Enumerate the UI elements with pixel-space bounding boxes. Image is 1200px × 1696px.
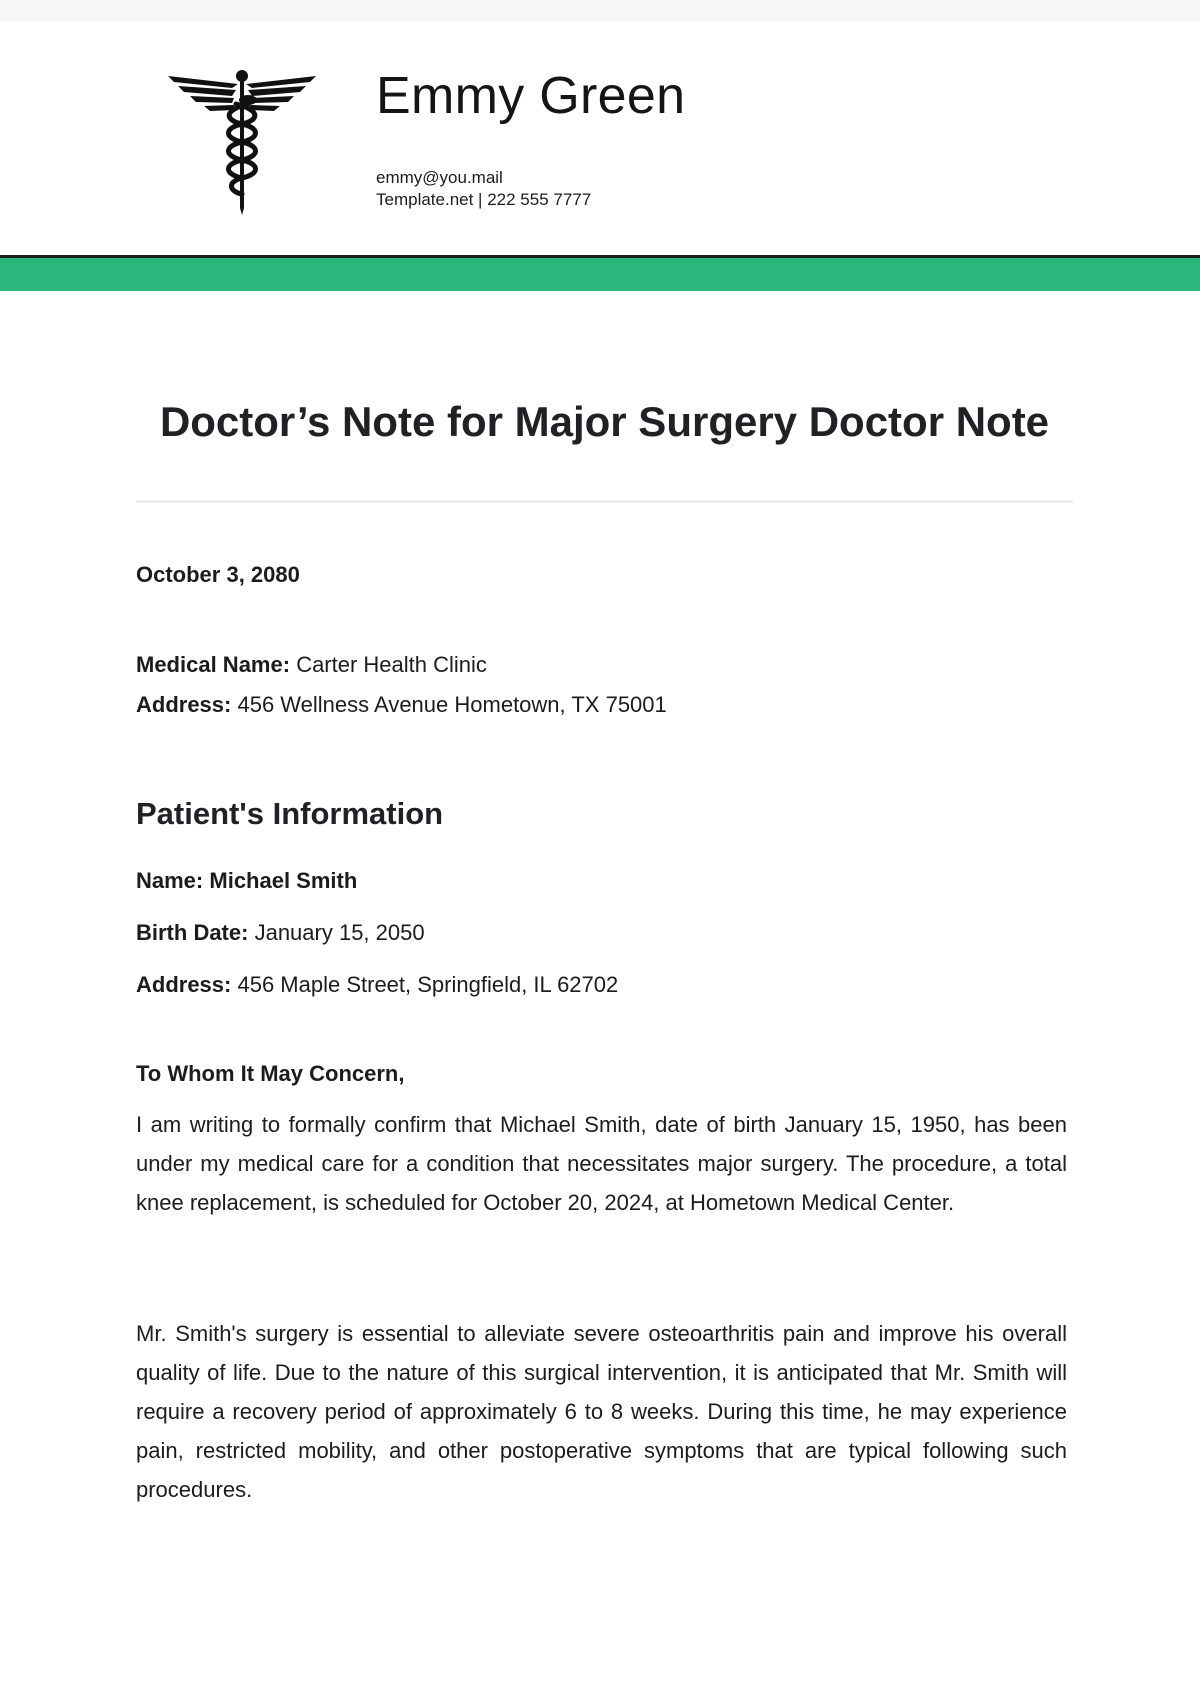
clinic-block xyxy=(136,645,1067,725)
body-paragraph-2: Mr. Smith's surgery is essential to alleviate severe osteoarthritis pain and improve his overall quality of life. Due to the nature of this surgical intervention, it is anticipated that Mr. Smith will require a recovery period of approximately 6 to 8 weeks. During this time, he may experience pain, restricted mobility, and other postoperative symptoms that are typical following such procedures. xyxy=(136,1321,1067,1502)
clinic-address-value: 456 Wellness Avenue Hometown, TX 75001 xyxy=(237,692,667,717)
header-rule-accent xyxy=(0,258,1200,291)
clinic-name-row xyxy=(136,645,1067,685)
document-title: Doctor’s Note for Major Surgery Doctor Note xyxy=(159,398,1050,445)
patient-address-value: 456 Maple Street, Springfield, IL 62702 xyxy=(237,972,619,997)
patient-name-value: Michael Smith xyxy=(209,868,358,893)
sender-site-phone: Template.net | 222 555 7777 xyxy=(376,190,592,209)
clinic-name-label: Medical Name: xyxy=(136,652,291,677)
patient-address-row xyxy=(136,965,1067,1005)
patient-name-row xyxy=(136,861,1067,901)
patient-name-label: Name: xyxy=(136,868,204,893)
salutation: To Whom It May Concern, xyxy=(136,1061,405,1086)
patient-birth-value: January 15, 2050 xyxy=(254,920,425,945)
sender-email: emmy@you.mail xyxy=(376,168,503,187)
patient-section-title: Patient's Information xyxy=(136,796,444,831)
document-date: October 3, 2080 xyxy=(136,562,300,587)
top-shade xyxy=(0,0,1200,22)
clinic-address-label: Address: xyxy=(136,692,232,717)
patient-block xyxy=(136,861,1067,1017)
title-divider xyxy=(136,500,1073,503)
sender-contact xyxy=(376,167,591,211)
clinic-address-row xyxy=(136,685,1067,725)
body-paragraph-1: I am writing to formally confirm that Michael Smith, date of birth January 15, 1950, has been under my medical care for a condition that necessitates major surgery. The procedure, a total knee replacement, is scheduled for October 20, 2024, at Hometown Medical Center. xyxy=(136,1112,1067,1215)
patient-birth-label: Birth Date: xyxy=(136,920,249,945)
caduceus-icon xyxy=(168,70,316,215)
sender-name: Emmy Green xyxy=(376,67,686,125)
patient-birth-row xyxy=(136,913,1067,953)
clinic-name-value: Carter Health Clinic xyxy=(296,652,487,677)
patient-address-label: Address: xyxy=(136,972,232,997)
